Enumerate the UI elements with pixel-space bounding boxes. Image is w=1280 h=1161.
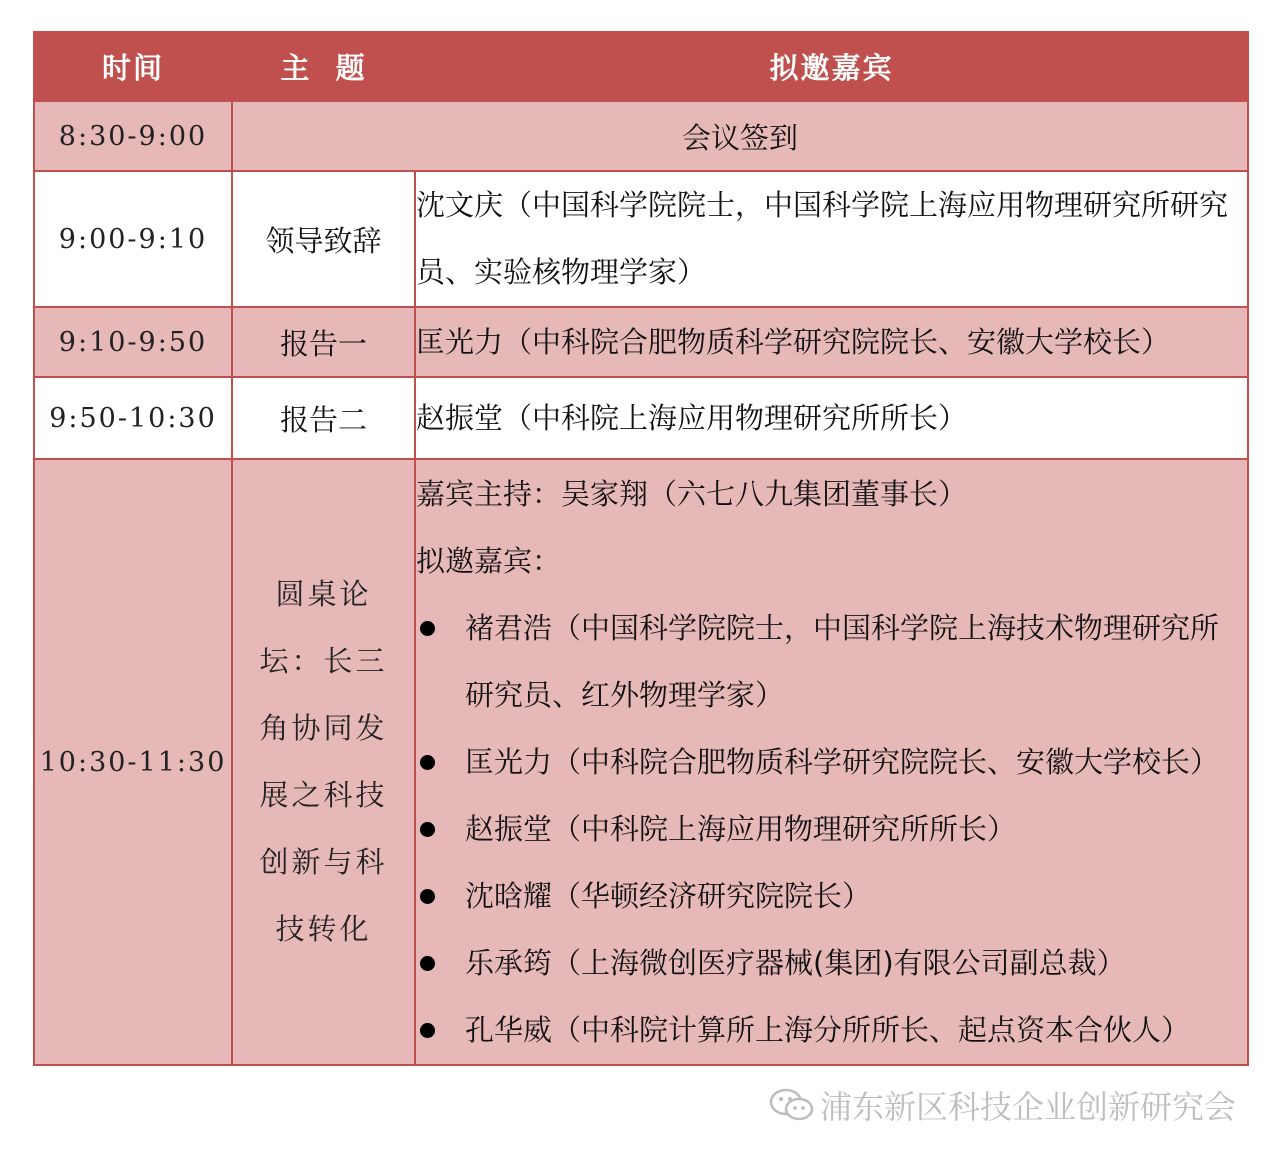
row-guest: 沈文庆（中国科学院院士，中国科学院上海应用物理研究所研究员、实验核物理学家） — [415, 171, 1248, 307]
row-time: 9:00-9:10 — [34, 171, 232, 307]
list-item — [416, 729, 1247, 796]
forum-guests-label: 拟邀嘉宾： — [416, 543, 562, 578]
row-time: 9:10-9:50 — [34, 307, 232, 377]
row-merged-checkin: 会议签到 — [232, 101, 1248, 171]
agenda-table — [33, 31, 1249, 1066]
row-guest: 赵振堂（中科院上海应用物理研究所所长） — [415, 377, 1248, 459]
wechat-icon — [768, 1085, 816, 1125]
watermark — [768, 1082, 1236, 1128]
forum-row — [34, 459, 1248, 1065]
row-time: 9:50-10:30 — [34, 377, 232, 459]
list-item — [416, 930, 1247, 997]
forum-topic-text: 圆桌论坛：长三角协同发展之科技创新与科技转化 — [259, 577, 388, 946]
guest-name: 褚君浩（中国科学院院士，中国科学院上海技术物理研究所研究员、红外物理学家） — [465, 610, 1220, 712]
list-item — [416, 796, 1247, 863]
bullet-icon — [420, 956, 435, 971]
row-topic: 报告一 — [232, 307, 415, 377]
row-time: 8:30-9:00 — [34, 101, 232, 171]
list-item — [416, 997, 1247, 1064]
bullet-icon — [420, 889, 435, 904]
header-time: 时间 — [34, 32, 232, 101]
list-item — [416, 595, 1247, 729]
table-header-row — [34, 32, 1248, 101]
list-item — [416, 863, 1247, 930]
watermark-text: 浦东新区科技企业创新研究会 — [820, 1088, 1237, 1126]
header-guests: 拟邀嘉宾 — [415, 32, 1248, 101]
row-topic: 领导致辞 — [232, 171, 415, 307]
header-topic: 主 题 — [232, 32, 415, 101]
bullet-icon — [420, 755, 435, 770]
forum-host: 嘉宾主持：吴家翔（六七八九集团董事长） — [416, 476, 968, 511]
guest-name: 乐承筠（上海微创医疗器械(集团)有限公司副总裁） — [465, 945, 1126, 980]
bullet-icon — [420, 822, 435, 837]
table-row — [34, 171, 1248, 307]
table-row — [34, 307, 1248, 377]
guest-name: 赵振堂（中科院上海应用物理研究所所长） — [465, 811, 1017, 846]
row-guest: 匡光力（中科院合肥物质科学研究院院长、安徽大学校长） — [415, 307, 1248, 377]
guest-name: 沈晗耀（华顿经济研究院院长） — [465, 878, 872, 913]
forum-time: 10:30-11:30 — [34, 459, 232, 1065]
guest-name: 匡光力（中科院合肥物质科学研究院院长、安徽大学校长） — [465, 744, 1220, 779]
table-row — [34, 101, 1248, 171]
bullet-icon — [420, 621, 435, 636]
bullet-icon — [420, 1023, 435, 1038]
guest-name: 孔华威（中科院计算所上海分所所长、起点资本合伙人） — [465, 1012, 1191, 1047]
table-row — [34, 377, 1248, 459]
row-topic: 报告二 — [232, 377, 415, 459]
forum-guests — [415, 459, 1248, 1065]
forum-topic — [232, 459, 415, 1065]
